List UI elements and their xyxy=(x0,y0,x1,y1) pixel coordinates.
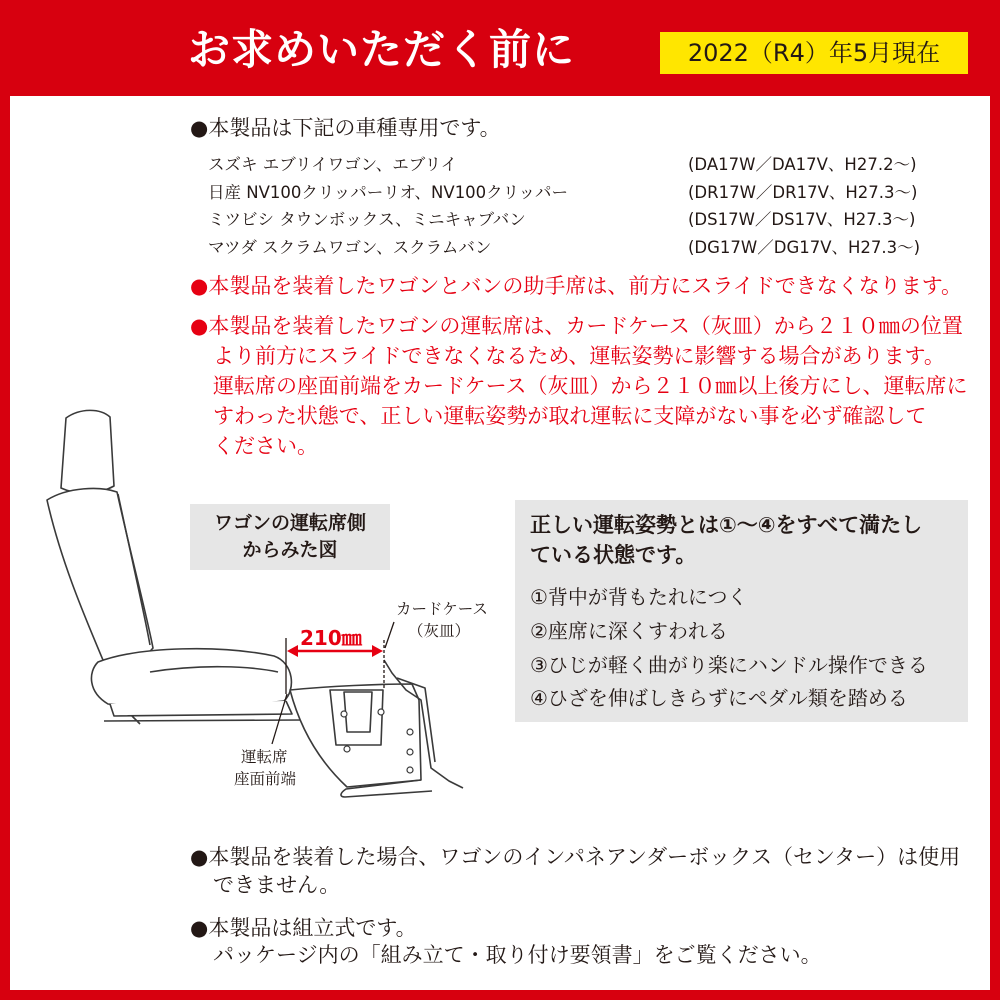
card-case-label: カードケース xyxy=(396,600,488,618)
driver-seat-warning-line: ください。 xyxy=(213,434,318,458)
vehicle-name: 日産 NV100クリッパーリオ、NV100クリッパー xyxy=(208,183,569,202)
driver-seat-warning-line: ●本製品を装着したワゴンの運転席は、カードケース（灰皿）から２１０㎜の位置 xyxy=(190,314,963,338)
screw xyxy=(344,746,350,752)
under-box-note-line: できません。 xyxy=(213,873,341,897)
page-title: お求めいただく前に xyxy=(188,25,576,74)
vehicle-name: マツダ スクラムワゴン、スクラムバン xyxy=(208,238,492,257)
vehicle-name: ミツビシ タウンボックス、ミニキャブバン xyxy=(208,210,526,229)
driver-seat-warning-line: より前方にスライドできなくなるため、運転姿勢に影響する場合があります。 xyxy=(213,344,945,368)
card-case-slot xyxy=(344,692,372,732)
date-badge: 2022（R4）年5月現在 xyxy=(660,32,968,74)
assembly-note-line: パッケージ内の「組み立て・取り付け要領書」をご覧ください。 xyxy=(213,943,822,967)
assembly-note-line: ●本製品は組立式です。 xyxy=(190,916,417,940)
vehicle-code: (DA17W／DA17V、H27.2〜) xyxy=(688,155,917,174)
diagram-caption xyxy=(190,504,390,570)
frame-right-edge xyxy=(990,0,1000,1000)
under-box-note-line: ●本製品を装着した場合、ワゴンのインパネアンダーボックス（センター）は使用 xyxy=(190,845,961,869)
vehicle-code: (DS17W／DS17V、H27.3〜) xyxy=(688,210,916,229)
posture-panel xyxy=(515,500,968,722)
vehicle-code: (DR17W／DR17V、H27.3〜) xyxy=(688,183,918,202)
driver-seat-warning-line: 運転席の座面前端をカードケース（灰皿）から２１０㎜以上後方にし、運転席に xyxy=(213,374,968,398)
screw xyxy=(407,729,413,735)
compatibility-heading: ●本製品は下記の車種専用です。 xyxy=(190,116,501,140)
card-case-label: （灰皿） xyxy=(408,622,471,640)
frame-left-edge xyxy=(0,0,10,1000)
frame-bottom-edge xyxy=(0,990,1000,1000)
passenger-seat-warning: ●本製品を装着したワゴンとバンの助手席は、前方にスライドできなくなります。 xyxy=(190,274,963,298)
distance-label: 210㎜ xyxy=(300,626,362,650)
seat-rail xyxy=(104,716,302,724)
posture-intro-line: 正しい運転姿勢とは①〜④をすべて満たし xyxy=(530,513,923,537)
driver-seat-warning-line: すわった状態で、正しい運転姿勢が取れ運転に支障がない事を必ず確認して xyxy=(213,404,927,428)
vehicle-code: (DG17W／DG17V、H27.3〜) xyxy=(688,238,921,257)
posture-condition: ①背中が背もたれにつく xyxy=(530,585,748,609)
posture-condition: ③ひじが軽く曲がり楽にハンドル操作できる xyxy=(530,653,928,677)
screw xyxy=(407,767,413,773)
posture-condition: ④ひざを伸ばしきらずにペダル類を踏める xyxy=(530,686,908,710)
screw xyxy=(378,709,384,715)
posture-condition: ②座席に深くすわれる xyxy=(530,619,728,643)
diagram-caption-line: からみた図 xyxy=(242,539,338,561)
card-case-leader xyxy=(385,622,394,648)
seat-edge-label: 運転席 xyxy=(241,748,288,766)
seat-edge-label: 座面前端 xyxy=(234,770,297,788)
vehicle-name: スズキ エブリイワゴン、エブリイ xyxy=(208,155,458,174)
seat-cushion xyxy=(91,649,291,707)
screw xyxy=(341,711,347,717)
seat-headrest xyxy=(61,410,114,493)
diagram-caption-line: ワゴンの運転席側 xyxy=(213,512,366,534)
screw xyxy=(407,749,413,755)
posture-intro-line: ている状態です。 xyxy=(530,543,697,567)
